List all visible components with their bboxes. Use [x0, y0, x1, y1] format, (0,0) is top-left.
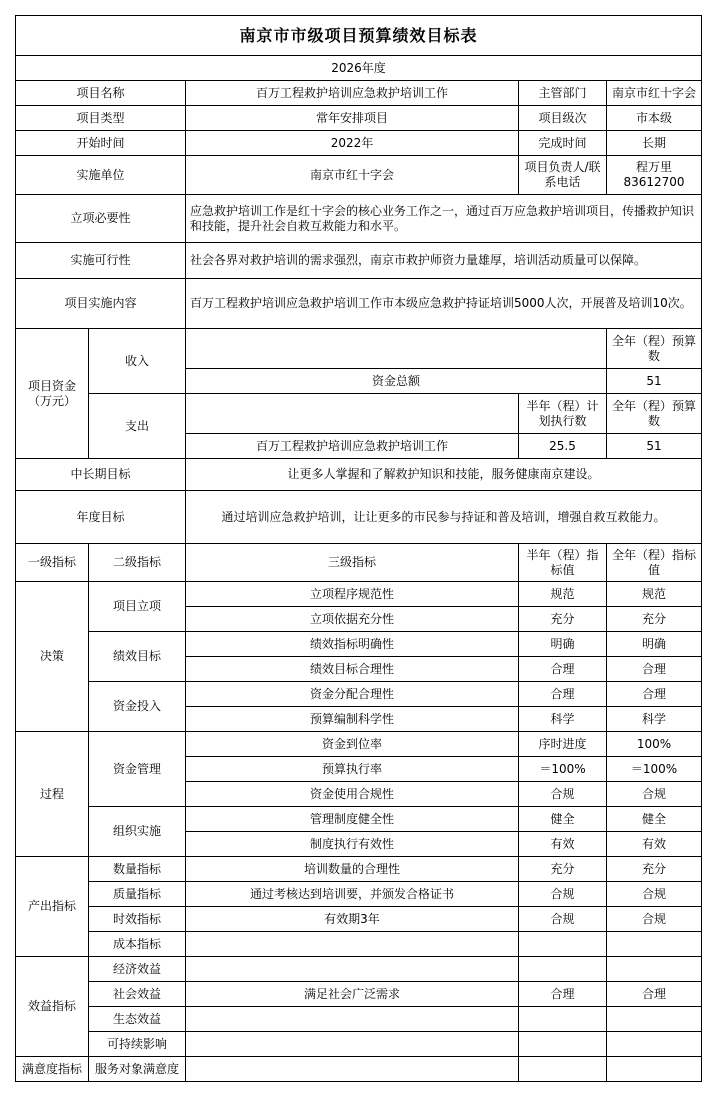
indicator-name: 预算编制科学性	[186, 707, 519, 732]
indicator-half: 科学	[519, 707, 607, 732]
indicator-half	[519, 957, 607, 982]
indicator-full: 合理	[607, 657, 702, 682]
expense-full: 51	[607, 434, 702, 459]
project-level-value: 市本级	[607, 106, 702, 131]
indicator-name	[186, 957, 519, 982]
indicator-half: 明确	[519, 632, 607, 657]
content-text: 百万工程救护培训应急救护培训工作市本级应急救护持证培训5000人次，开展普及培训10次。	[186, 279, 702, 329]
expense-half: 25.5	[519, 434, 607, 459]
feasibility-label: 实施可行性	[16, 243, 186, 279]
indicator-half	[519, 932, 607, 957]
indicator-full: 合规	[607, 907, 702, 932]
income-label: 收入	[89, 329, 186, 394]
indicator-full: 明确	[607, 632, 702, 657]
benefit-level2: 生态效益	[89, 1007, 186, 1032]
end-time-label: 完成时间	[519, 131, 607, 156]
indicator-name	[186, 1057, 519, 1082]
necessity-label: 立项必要性	[16, 195, 186, 243]
indicator-full	[607, 1057, 702, 1082]
indicator-half: 合规	[519, 882, 607, 907]
project-name-label: 项目名称	[16, 81, 186, 106]
benefit-level2: 可持续影响	[89, 1032, 186, 1057]
contact-value: 程万里83612700	[607, 156, 702, 195]
impl-unit-label: 实施单位	[16, 156, 186, 195]
indicator-name: 资金到位率	[186, 732, 519, 757]
full-col-header: 全年（程）预算数	[607, 394, 702, 434]
indicator-half: 序时进度	[519, 732, 607, 757]
funds-label: 项目资金（万元）	[16, 329, 89, 459]
expense-label: 支出	[89, 394, 186, 459]
indicator-name: 绩效指标明确性	[186, 632, 519, 657]
indicator-full: 合理	[607, 682, 702, 707]
indicator-full: 合规	[607, 782, 702, 807]
indicator-name: 培训数量的合理性	[186, 857, 519, 882]
half-col-header: 半年（程）计划执行数	[519, 394, 607, 434]
indicator-name	[186, 1007, 519, 1032]
end-time-value: 长期	[607, 131, 702, 156]
long-term-label: 中长期目标	[16, 459, 186, 491]
benefit-label: 效益指标	[16, 957, 89, 1057]
indicator-full	[607, 1032, 702, 1057]
indicator-half: 充分	[519, 607, 607, 632]
indicator-full: 健全	[607, 807, 702, 832]
project-level-label: 项目级次	[519, 106, 607, 131]
indicator-half: 合理	[519, 657, 607, 682]
satisfaction-label: 满意度指标	[16, 1057, 89, 1082]
expense-item: 百万工程救护培训应急救护培训工作	[186, 434, 519, 459]
indicator-full: 100%	[607, 732, 702, 757]
contact-label: 项目负责人/联系电话	[519, 156, 607, 195]
header-half: 半年（程）指标值	[519, 544, 607, 582]
indicator-half: 合理	[519, 682, 607, 707]
indicator-half: ＝100%	[519, 757, 607, 782]
start-time-label: 开始时间	[16, 131, 186, 156]
satisfaction-level2: 服务对象满意度	[89, 1057, 186, 1082]
process-group-label: 资金管理	[89, 732, 186, 807]
decision-label: 决策	[16, 582, 89, 732]
indicator-name: 资金使用合规性	[186, 782, 519, 807]
indicator-full: 充分	[607, 607, 702, 632]
decision-group-label: 项目立项	[89, 582, 186, 632]
page-title: 南京市市级项目预算绩效目标表	[16, 16, 702, 56]
indicator-half	[519, 1032, 607, 1057]
output-label: 产出指标	[16, 857, 89, 957]
indicator-half: 合理	[519, 982, 607, 1007]
indicator-name: 满足社会广泛需求	[186, 982, 519, 1007]
indicator-half: 合规	[519, 907, 607, 932]
benefit-level2: 社会效益	[89, 982, 186, 1007]
indicator-half	[519, 1057, 607, 1082]
expense-blank	[186, 394, 519, 434]
total-label: 资金总额	[186, 369, 607, 394]
decision-group-label: 资金投入	[89, 682, 186, 732]
income-col-header: 全年（程）预算数	[607, 329, 702, 369]
header-level3: 三级指标	[186, 544, 519, 582]
annual-label: 年度目标	[16, 491, 186, 544]
project-type-value: 常年安排项目	[186, 106, 519, 131]
income-blank	[186, 329, 607, 369]
indicator-name	[186, 932, 519, 957]
indicator-full: 合规	[607, 882, 702, 907]
indicator-full: ＝100%	[607, 757, 702, 782]
decision-group-label: 绩效目标	[89, 632, 186, 682]
performance-target-table	[15, 15, 702, 1082]
indicator-full	[607, 1007, 702, 1032]
indicator-full: 充分	[607, 857, 702, 882]
indicator-name: 资金分配合理性	[186, 682, 519, 707]
indicator-full: 科学	[607, 707, 702, 732]
indicator-full: 规范	[607, 582, 702, 607]
process-group-label: 组织实施	[89, 807, 186, 857]
indicator-full: 有效	[607, 832, 702, 857]
indicator-half	[519, 1007, 607, 1032]
impl-unit-value: 南京市红十字会	[186, 156, 519, 195]
fiscal-year: 2026年度	[16, 56, 702, 81]
feasibility-text: 社会各界对救护培训的需求强烈，南京市救护师资力量雄厚，培训活动质量可以保障。	[186, 243, 702, 279]
indicator-name: 预算执行率	[186, 757, 519, 782]
dept-label: 主管部门	[519, 81, 607, 106]
content-label: 项目实施内容	[16, 279, 186, 329]
indicator-full	[607, 932, 702, 957]
total-value: 51	[607, 369, 702, 394]
indicator-full: 合理	[607, 982, 702, 1007]
header-level1: 一级指标	[16, 544, 89, 582]
annual-text: 通过培训应急救护培训，让让更多的市民参与持证和普及培训，增强自救互救能力。	[186, 491, 702, 544]
output-level2: 成本指标	[89, 932, 186, 957]
indicator-half: 合规	[519, 782, 607, 807]
header-level2: 二级指标	[89, 544, 186, 582]
indicator-name: 有效期3年	[186, 907, 519, 932]
header-full: 全年（程）指标值	[607, 544, 702, 582]
indicator-name: 立项依据充分性	[186, 607, 519, 632]
process-label: 过程	[16, 732, 89, 857]
indicator-half: 充分	[519, 857, 607, 882]
indicator-name: 通过考核达到培训要，并颁发合格证书	[186, 882, 519, 907]
indicator-name: 立项程序规范性	[186, 582, 519, 607]
project-type-label: 项目类型	[16, 106, 186, 131]
indicator-half: 有效	[519, 832, 607, 857]
benefit-level2: 经济效益	[89, 957, 186, 982]
indicator-name: 管理制度健全性	[186, 807, 519, 832]
necessity-text: 应急救护培训工作是红十字会的核心业务工作之一，通过百万应急救护培训项目，传播救护知识和技能，提升社会自救互救能力和水平。	[186, 195, 702, 243]
dept-value: 南京市红十字会	[607, 81, 702, 106]
indicator-name	[186, 1032, 519, 1057]
indicator-name: 绩效目标合理性	[186, 657, 519, 682]
indicator-name: 制度执行有效性	[186, 832, 519, 857]
indicator-half: 健全	[519, 807, 607, 832]
output-level2: 质量指标	[89, 882, 186, 907]
indicator-full	[607, 957, 702, 982]
indicator-half: 规范	[519, 582, 607, 607]
output-level2: 时效指标	[89, 907, 186, 932]
output-level2: 数量指标	[89, 857, 186, 882]
start-time-value: 2022年	[186, 131, 519, 156]
project-name-value: 百万工程救护培训应急救护培训工作	[186, 81, 519, 106]
long-term-text: 让更多人掌握和了解救护知识和技能，服务健康南京建设。	[186, 459, 702, 491]
